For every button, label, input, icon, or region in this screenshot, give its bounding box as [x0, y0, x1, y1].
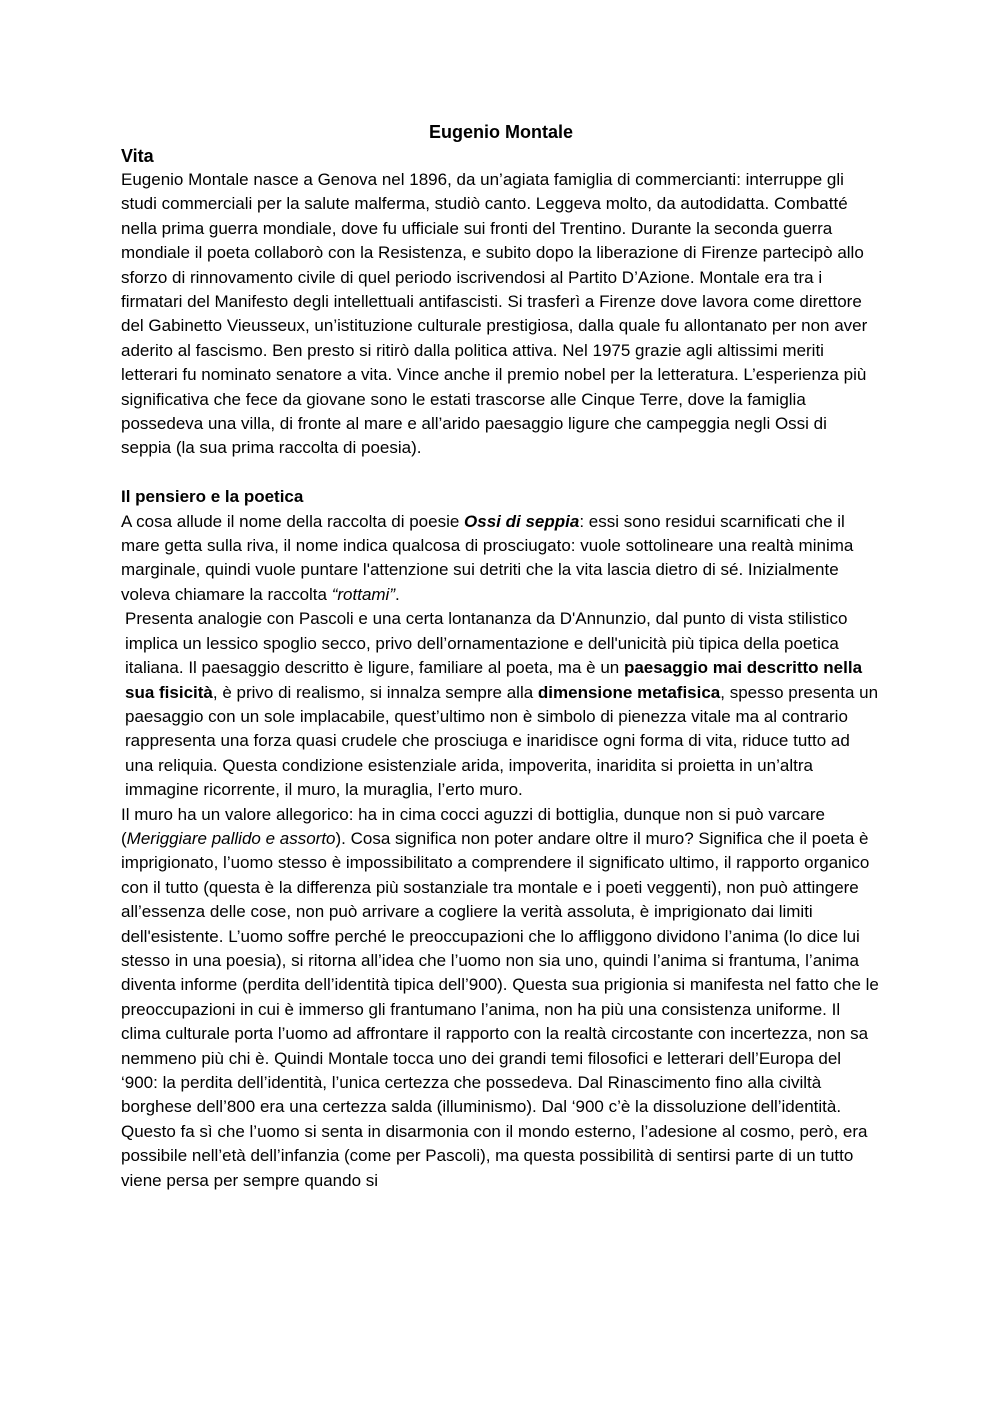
poetica-p1-text-c: : essi sono residui scarnificati che il mare getta sulla riva, il nome indica qualcosa di prosciugato: vuole sottolineare una realtà minima marginale, quindi vuole puntare l'attenzione sui detriti che la vita lascia dietro di sé. Inizialmente voleva chiamare la raccolta — [121, 511, 854, 604]
poetica-p2-text-c: , è privo di realismo, si innalza sempre alla — [212, 682, 538, 702]
section-heading-vita: Vita — [121, 146, 154, 166]
poetica-p3-text-a: Il muro ha un valore allegorico: ha in cima cocci aguzzi di bottiglia, dunque non si può varcare ( — [121, 804, 826, 848]
section-heading-poetica: Il pensiero e la poetica — [121, 487, 304, 507]
poetica-paragraph-3 — [121, 803, 881, 1194]
paragraph-spacer — [121, 461, 881, 485]
poetica-p1-text-e: . — [395, 584, 400, 604]
poetica-paragraph-1 — [121, 510, 881, 608]
poetica-p2-text-a: Presenta analogie con Pascoli e una certa lontananza da D'Annunzio, dal punto di vista stilistico implica un lessico spoglio secco, privo dell’ornamentazione e dell'unicità più tipica della poetica italiana. Il paesaggio descritto è ligure, familiare al poeta, ma è un — [125, 609, 848, 678]
paesaggio-emphasis: paesaggio mai descritto nella sua fisicità — [125, 658, 863, 702]
document-page — [121, 120, 881, 1193]
rottami-quote: “rottami” — [331, 584, 395, 604]
vita-paragraph: Eugenio Montale nasce a Genova nel 1896, da un’agiata famiglia di commercianti: interruppe gli studi commerciali per la salute malferma, studiò canto. Leggeva molto, da autodidatta. Combatté nella prima guerra mondiale, dove fu ufficiale sui fronti del Trentino. Durante la seconda guerra mondiale il poeta collaborò con la Resistenza, e subito dopo la liberazione di Firenze partecipò allo sforzo di rinnovamento civile di quel periodo iscrivendosi al Partito D’Azione. Montale era tra i firmatari del Manifesto degli intellettuali antifascisti. Si trasferì a Firenze dove lavora come direttore del Gabinetto Vieusseux, un’istituzione culturale prestigiosa, dalla quale fu allontanato per non aver aderito al fascismo. Ben presto si ritirò dalla politica attiva. Nel 1975 grazie agli altissimi meriti letterari fu nominato senatore a vita. Vince anche il premio nobel per la letteratura. L’esperienza più significativa che fece da giovane sono le estati trascorse alle Cinque Terre, dove la famiglia possedeva una villa, di fronte al mare e all’arido paesaggio ligure che campeggia negli Ossi di seppia (la sua prima raccolta di poesia). — [121, 170, 868, 458]
meriggiare-title: Meriggiare pallido e assorto — [126, 828, 336, 848]
poetica-paragraph-2 — [121, 607, 881, 802]
poetica-p1-text-a: A cosa allude il nome della raccolta di poesie — [121, 511, 465, 531]
document-title: Eugenio Montale — [429, 122, 573, 142]
dimensione-metafisica-emphasis: dimensione metafisica — [537, 682, 721, 702]
poetica-p2-text-e: , spesso presenta un paesaggio con un sole implacabile, quest’ultimo non è simbolo di pienezza vitale ma al contrario rappresenta una forza quasi crudele che prosciuga e inaridisce ogni forma di vita, riduce tutto ad una reliquia. Questa condizione esistenziale arida, impoverita, inaridita si proietta in un’altra immagine ricorrente, il muro, la muraglia, l’erto muro. — [125, 682, 879, 800]
ossi-di-seppia-title: Ossi di seppia — [464, 511, 580, 531]
poetica-p3-text-c: ). Cosa significa non poter andare oltre il muro? Significa che il poeta è imprigionato, l’uomo stesso è impossibilitato a comprendere il significato ultimo, il rapporto organico con il tutto (questa è la differenza più sostanziale tra montale e i poeti veggenti), non può attingere all’essenza delle cose, non può arrivare a cogliere la verità assoluta, è imprigionato dai limiti dell'esistente. L’uomo soffre perché le preoccupazioni che lo affliggono dividono l’anima (lo dice lui stesso in una poesia), si ritorna all’idea che l’uomo non sia uno, quindi l’anima si frantuma, l’anima diventa informe (perdita dell’identità tipica dell’900). Questa sua prigionia si manifesta nel fatto che le preoccupazioni in cui è immerso gli frantumano l’anima, non ha più una consistenza uniforme. Il clima culturale porta l’uomo ad affrontare il rapporto con la realtà circostante con incertezza, non sa nemmeno più chi è. Quindi Montale tocca uno dei grandi temi filosofici e letterari dell’Europa del ‘900: la perdita dell’identità, l’unica certezza che possedeva. Dal Rinascimento fino alla civiltà borghese dell’800 era una certezza salda (illuminismo). Dal ‘900 c’è la dissoluzione dell’identità. Questo fa sì che l’uomo si senta in disarmonia con il mondo esterno, l’adesione al cosmo, però, era possibile nell’età dell’infanzia (come per Pascoli), ma questa possibilità di sentirsi parte di un tutto viene persa per sempre quando si — [121, 828, 879, 1190]
